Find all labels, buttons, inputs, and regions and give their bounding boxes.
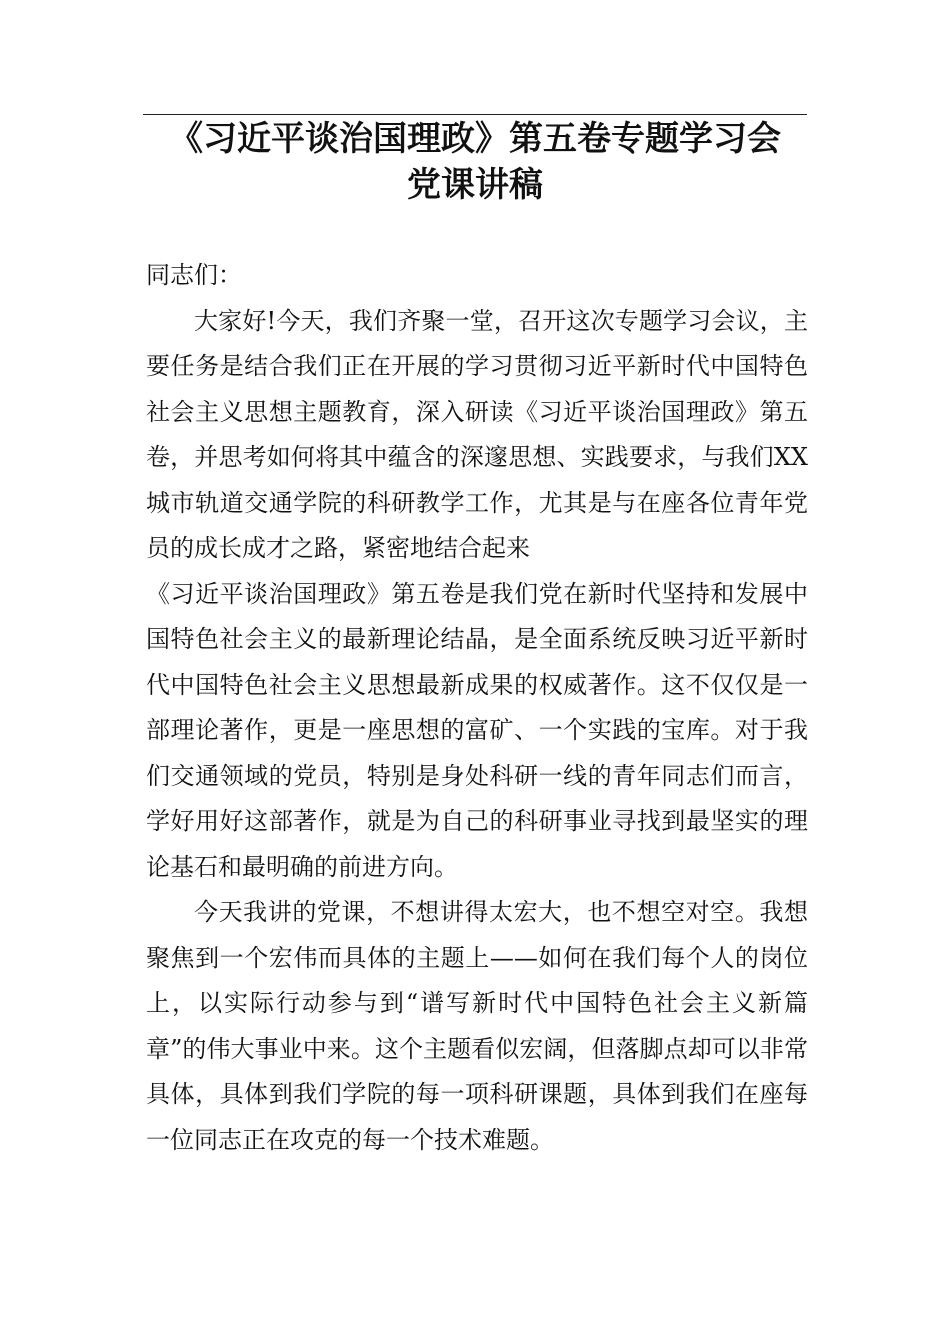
paragraph-3: 今天我讲的党课，不想讲得太宏大，也不想空对空。我想聚焦到一个宏伟而具体的主题上——如何在我们每个人的岗位上，以实际行动参与到“谱写新时代中国特色社会主义新篇章”的伟大事业中来。这个主题看似宏阔，但落脚点却可以非常具体，具体到我们学院的每一项科研课题，具体到我们在座每一位同志正在攻克的每一个技术难题。	[146, 898, 808, 1154]
title-line-1: 《习近平谈治国理政》第五卷专题学习会	[169, 119, 781, 159]
document-body	[146, 253, 808, 1163]
document-title	[143, 114, 807, 208]
paragraph-2: 《习近平谈治国理政》第五卷是我们党在新时代坚持和发展中国特色社会主义的最新理论结晶，是全面系统反映习近平新时代中国特色社会主义思想最新成果的权威著作。这不仅仅是一部理论著作，更是一座思想的富矿、一个实践的宝库。对于我们交通领域的党员，特别是身处科研一线的青年同志们而言，学好用好这部著作，就是为自己的科研事业寻找到最坚实的理论基石和最明确的前进方向。	[146, 579, 808, 881]
title-line-2: 党课讲稿	[407, 165, 543, 205]
paragraph-1: 大家好!今天，我们齐聚一堂，召开这次专题学习会议，主要任务是结合我们正在开展的学习贯彻习近平新时代中国特色社会主义思想主题教育，深入研读《习近平谈治国理政》第五卷，并思考如何将其中蕴含的深邃思想、实践要求，与我们XX城市轨道交通学院的科研教学工作，尤其是与在座各位青年党员的成长成才之路，紧密地结合起来	[146, 306, 808, 562]
salutation: 同志们：	[146, 261, 242, 289]
